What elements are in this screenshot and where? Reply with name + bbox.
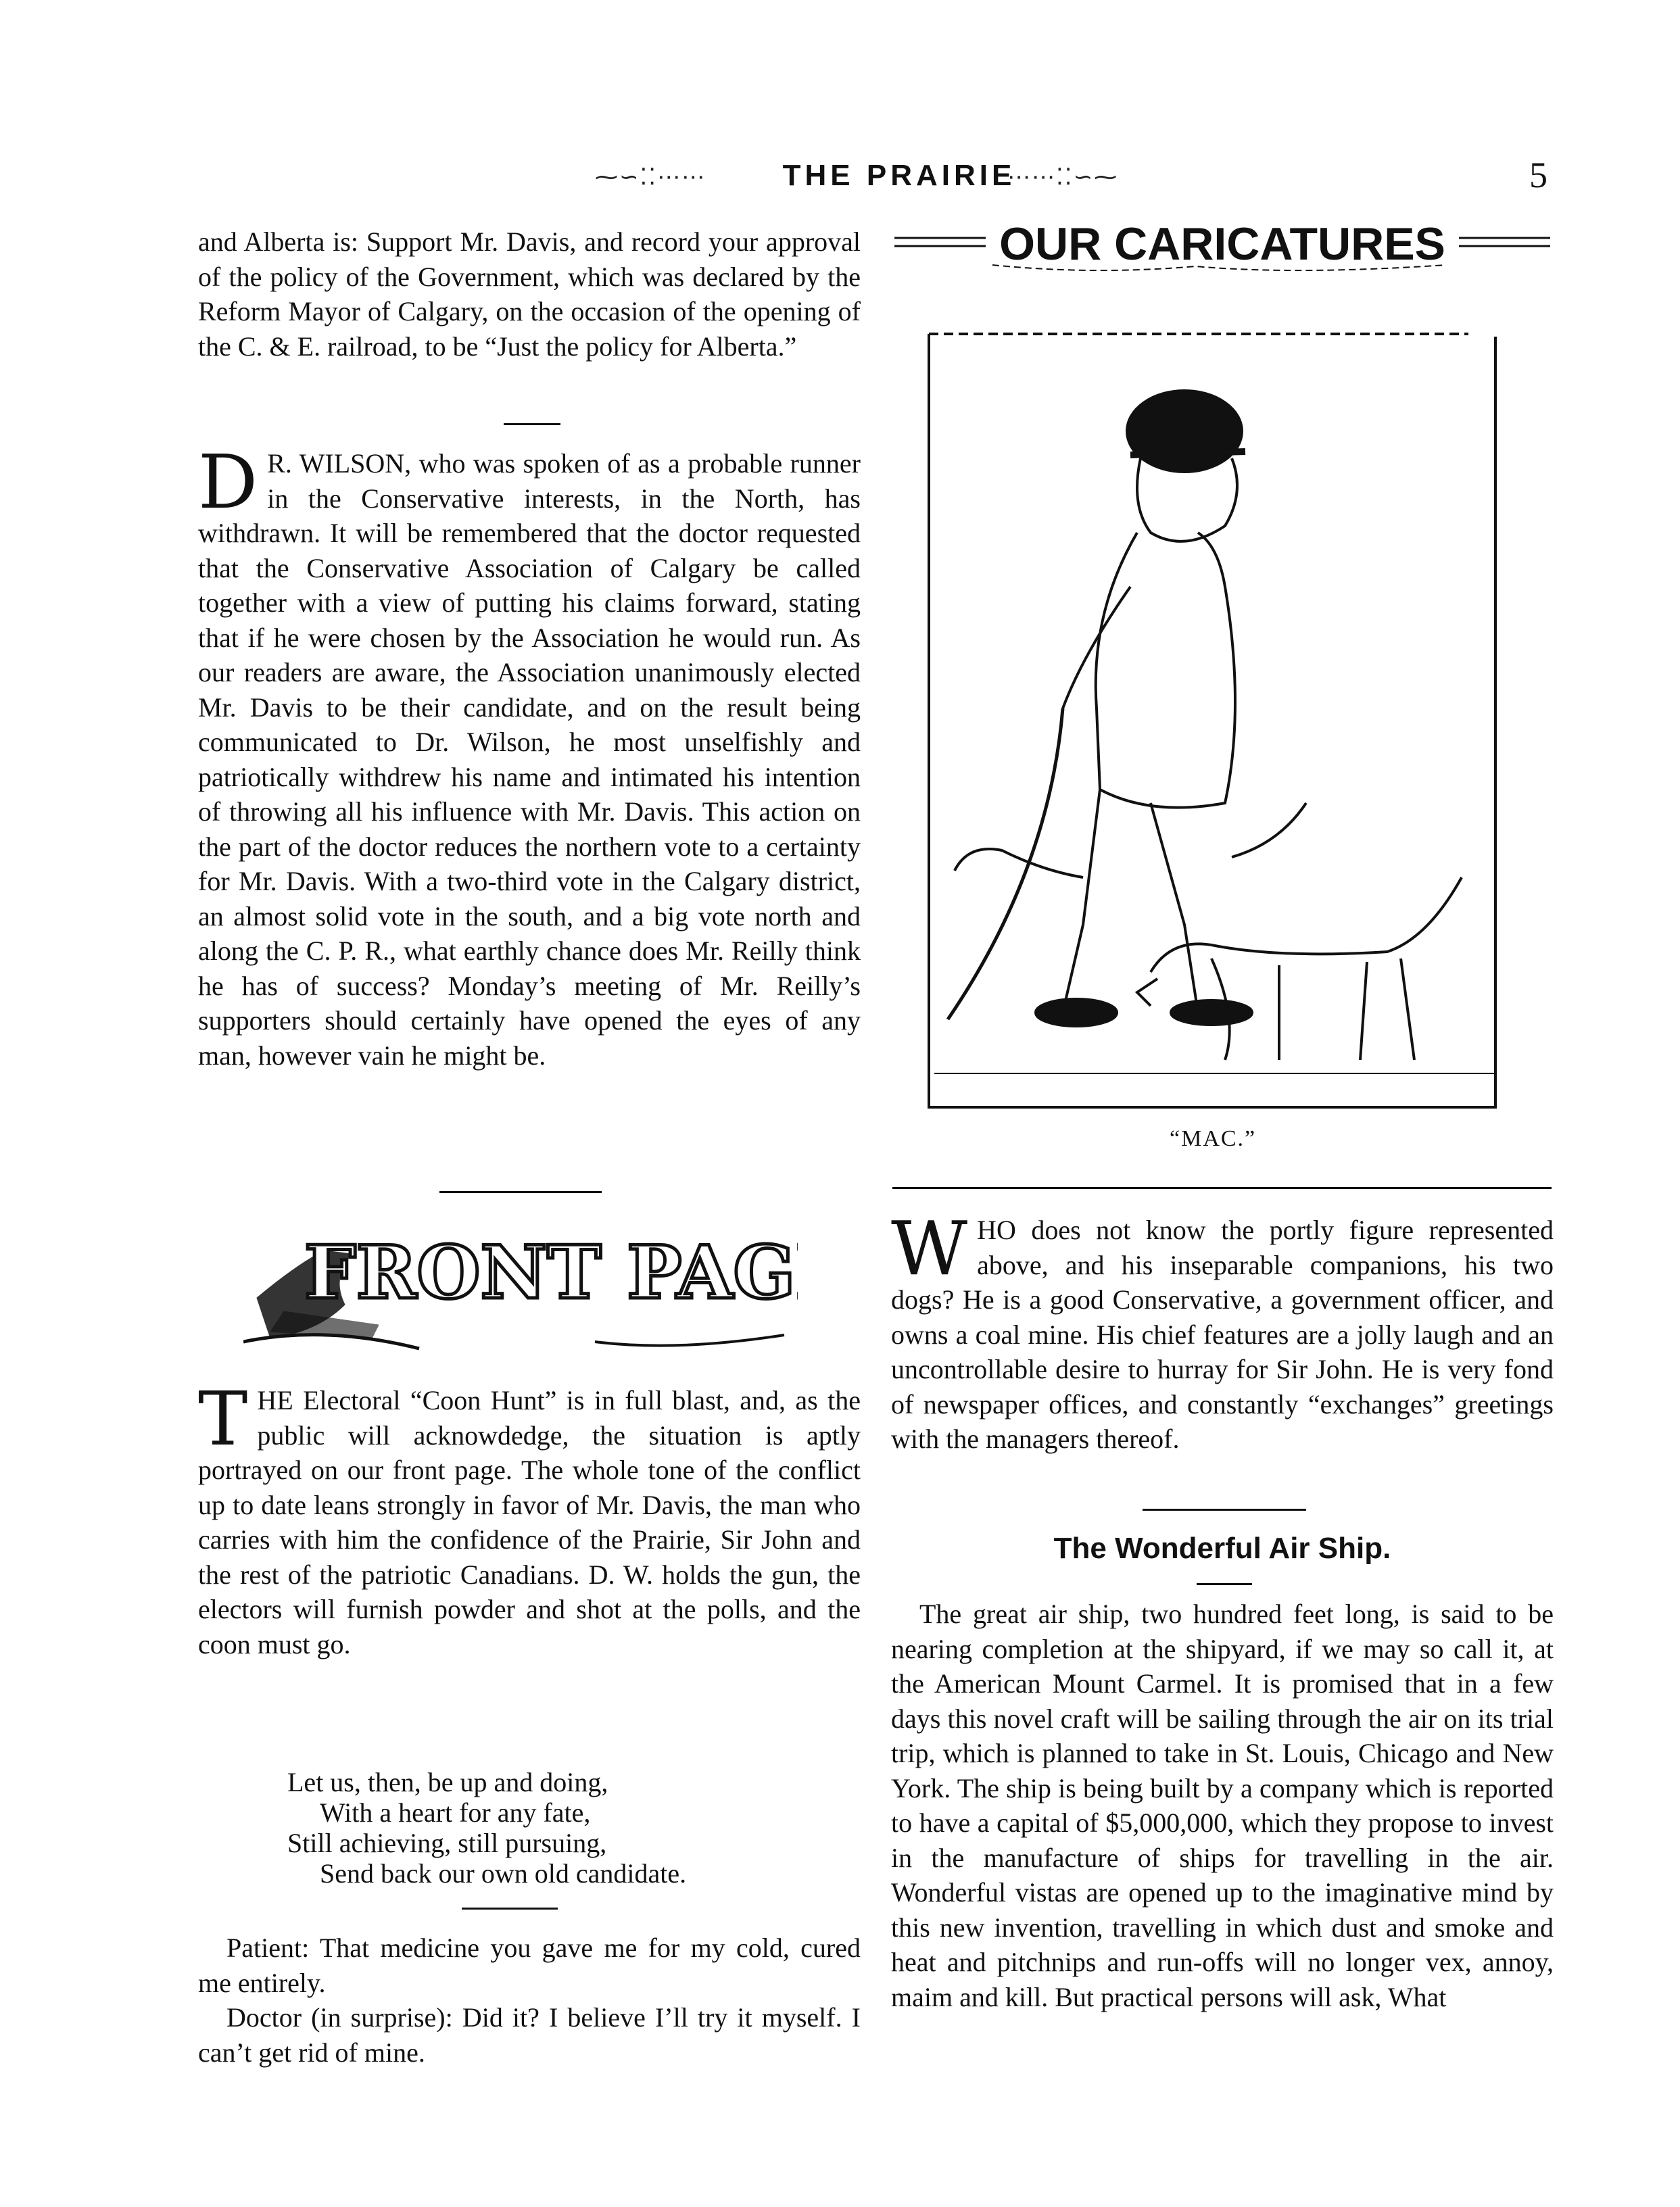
joke-doctor-label: Doctor (in surprise):: [226, 2002, 453, 2033]
divider: [1143, 1509, 1306, 1511]
airship-title: The Wonderful Air Ship.: [1053, 1532, 1391, 1565]
joke: [198, 1931, 861, 2070]
joke-doctor-text: Did it? I believe I’ll try it myself. I can’t get rid of mine.: [198, 2002, 861, 2068]
running-head: THE PRAIRIE: [782, 159, 1016, 192]
divider: [439, 1191, 602, 1193]
divider: [462, 1908, 558, 1910]
caricatures-heading-block: [891, 211, 1554, 285]
article-who: [891, 1205, 1554, 1457]
poem-line: Let us, then, be up and doing,: [287, 1767, 608, 1797]
caricature-caption: “MAC.”: [1170, 1126, 1257, 1151]
poem-line: With a heart for any fate,: [320, 1797, 591, 1828]
divider: [892, 1187, 1552, 1189]
airship-paragraph: The great air ship, two hundred feet long, is said to be nearing completion at the shipyard, if we may so call it, at the American Mount Carmel. It is promised that in a few days this novel craft will be sailing through the air on its trial trip, which is planned to take in St. Louis, Chicago and New York. The ship is being built by a company which is reported to have a capital of $5,000,000, which they propose to invest in the manufacture of ships for travelling in the air. Wonderful vistas are opened up to the imaginative mind by this new invention, travelling in which dust and smoke and heat and pitchnips and run-offs will no longer vex, annoy, maim and kill. But practical persons will ask, What: [891, 1599, 1554, 2012]
article-dr-wilson: [198, 439, 861, 1073]
poem: [287, 1767, 686, 1889]
divider: [1197, 1583, 1252, 1585]
header-ornament-left: ⁓∽⁚⁚⋯⋯: [595, 164, 706, 191]
dropcap-w: W: [891, 1205, 968, 1292]
header-ornament-right: ⋯⋯⁚⁚∽⁓: [1007, 164, 1119, 191]
joke-patient-text: That medicine you gave me for my cold, cured me entirely.: [198, 1933, 861, 1998]
who-paragraph: HO does not know the portly figure represented above, and his inseparable companions, his two dogs? He is a good Conservative, a government officer, and owns a coal mine. His chief features are a jolly laugh and an uncontrollable desire to hurray for Sir John. He is very fond of newspaper offices, and constantly “exchanges” greetings with the managers thereof.: [891, 1215, 1554, 1454]
coon-hunt-paragraph: HE Electoral “Coon Hunt” is in full blast, and, as the public will acknowdedge, the situation is aptly portrayed on our front page. The whole tone of the conflict up to date leans strongly in favor of Mr. Davis, the man who carries with him the confidence of the Prairie, Sir John and the rest of the patriotic Canadians. D. W. holds the gun, the electors will furnish powder and shot at the polls, and the coon must go.: [198, 1385, 861, 1659]
dropcap-d: D: [198, 439, 258, 525]
divider: [504, 423, 560, 425]
article-coon-hunt: [198, 1376, 861, 1662]
page-number: 5: [1529, 155, 1547, 195]
front-page-heading: FRONT PAGE: [304, 1230, 798, 1315]
paragraph-alberta: and Alberta is: Support Mr. Davis, and record your approval of the policy of the Government, which was declared by the Reform Mayor of Calgary, on the occasion of the opening of the C. & E. railroad, to be “Just the policy for Alberta.”: [198, 226, 861, 362]
caricatures-heading: OUR CARICATURES: [999, 218, 1445, 270]
dropcap-t: T: [198, 1376, 248, 1462]
caricature-illustration: [928, 330, 1502, 1114]
poem-line: Send back our own old candidate.: [320, 1858, 687, 1889]
wilson-paragraph: R. WILSON, who was spoken of as a probable runner in the Conservative interests, in the North, has withdrawn. It will be remembered that the doctor requested that the Conservative Association of Calgary be called together with a view of putting his claims forward, stating that if he were chosen by the Association he would run. As our readers are aware, the Association unanimously elected Mr. Davis to be their candidate, and on the result being communicated to Dr. Wilson, he most unselfishly and patriotically withdrew his name and intimated his intention of throwing all his influence with Mr. Davis. This action on the part of the doctor reduces the northern vote to a certainty for Mr. Davis. With a two-third vote in the Calgary district, an almost solid vote in the south, and a big vote north and along the C. P. R., what earthly chance does Mr. Reilly think he has of success? Monday’s meeting of Mr. Reilly’s supporters should certainly have opened the eyes of any man, however vain he might be.: [198, 448, 861, 1071]
front-page-heading-illustration: [243, 1223, 798, 1359]
article-airship: [891, 1597, 1554, 2014]
joke-patient-label: Patient:: [226, 1933, 310, 1963]
poem-line: Still achieving, still pursuing,: [287, 1828, 607, 1858]
left-column-intro: [198, 224, 861, 364]
